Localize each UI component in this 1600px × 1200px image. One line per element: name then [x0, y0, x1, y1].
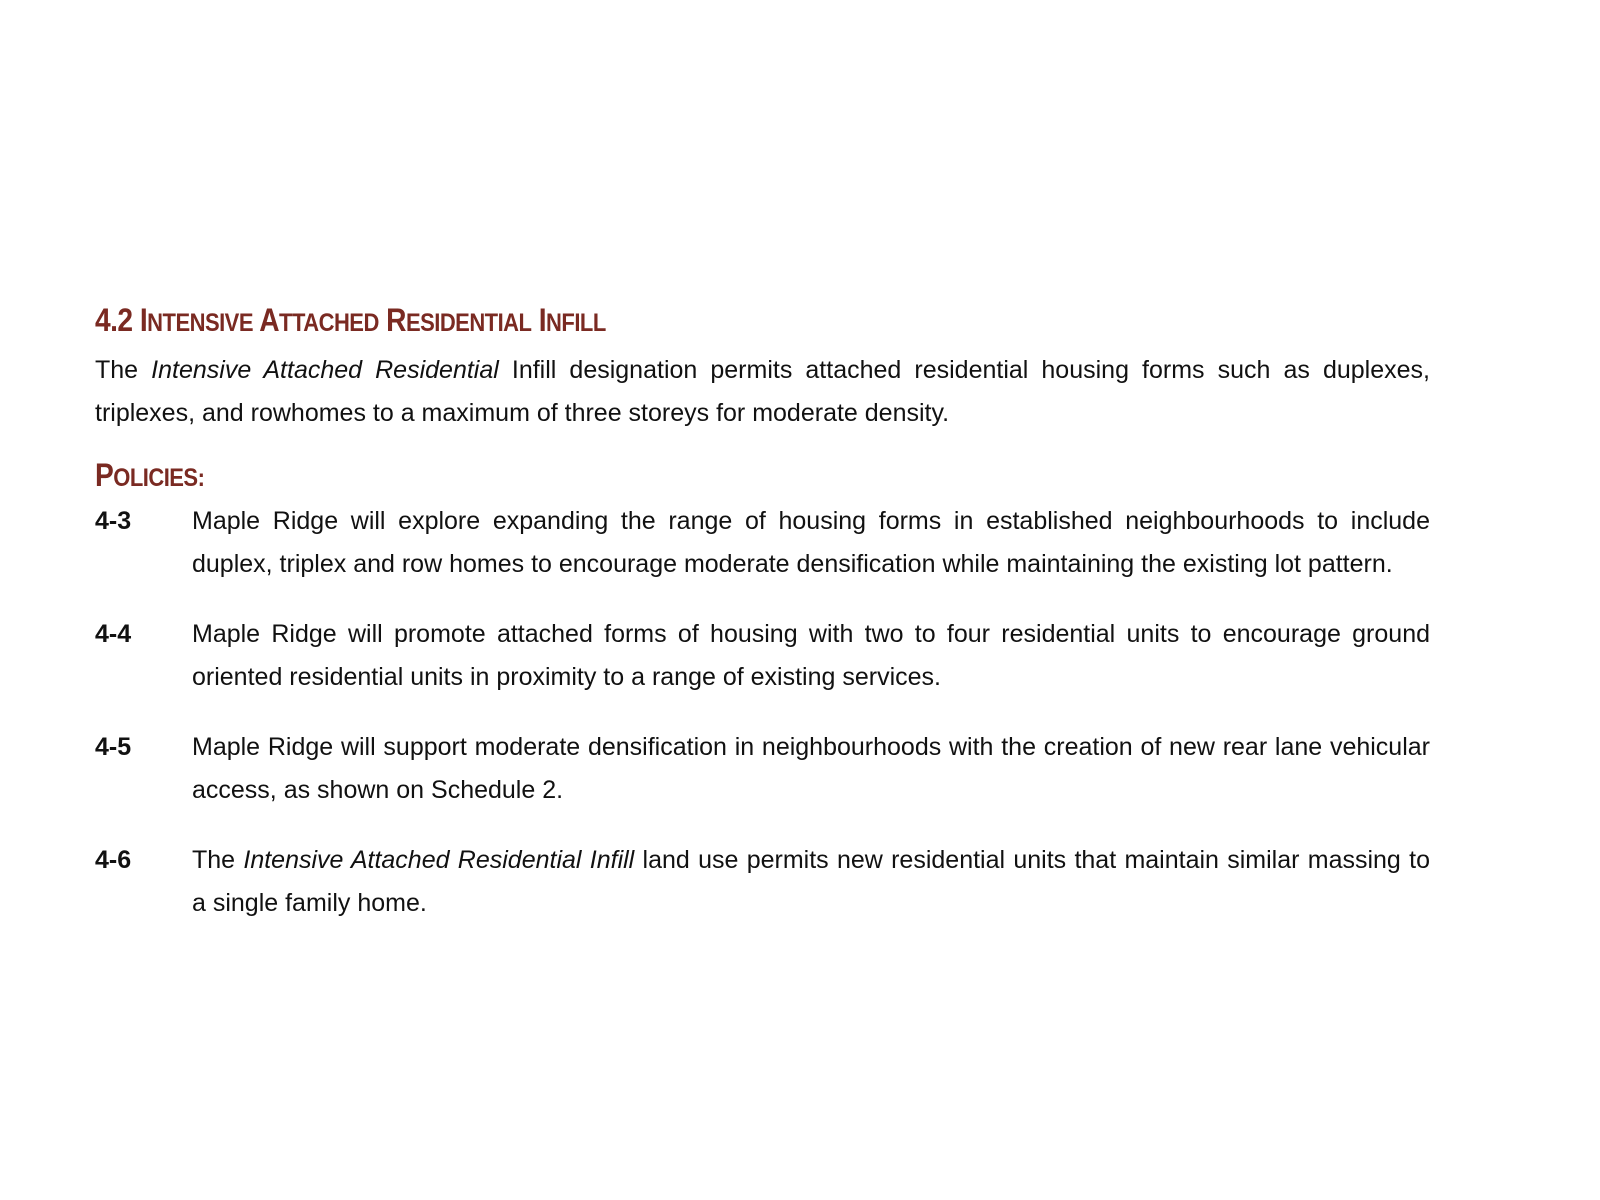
title-word-residential: RESIDENTIAL	[386, 302, 532, 338]
policy-number: 4-3	[95, 507, 132, 535]
section-intro: The Intensive Attached Residential Infill designation permits attached residential housing forms such as duplexes, triplexes, and rowhomes to a maximum of three storeys for moderate density.	[95, 356, 1430, 427]
policy-text: Maple Ridge will explore expanding the range of housing forms in established neighbourhoods to include duplex, triplex and row homes to encourage moderate densification while maintaining the existing lot pattern.	[192, 507, 1430, 578]
policy-4-3	[95, 500, 1430, 586]
policy-text: The Intensive Attached Residential Infill land use permits new residential units that maintain similar massing to a single family home.	[192, 846, 1430, 917]
policy-4-4	[95, 613, 1430, 699]
intro-italic-term: Intensive Attached Residential	[151, 356, 499, 384]
title-word-infill: INFILL	[538, 302, 606, 338]
policy-4-6	[95, 839, 1430, 925]
policy-4-5	[95, 726, 1430, 812]
policy-italic-term: Intensive Attached Residential Infill	[243, 846, 635, 874]
document-page	[95, 300, 1430, 925]
policy-number: 4-5	[95, 733, 132, 761]
policy-number: 4-6	[95, 846, 132, 874]
policy-text: Maple Ridge will support moderate densification in neighbourhoods with the creation of new rear lane vehicular access, as shown on Schedule 2.	[192, 733, 1430, 804]
policy-text: Maple Ridge will promote attached forms of housing with two to four residential units to encourage ground oriented residential units in proximity to a range of existing services.	[192, 620, 1430, 691]
section-number: 4.2	[95, 302, 133, 338]
policies-heading: POLICIES:	[95, 457, 205, 493]
title-word-attached: ATTACHED	[259, 302, 379, 338]
policy-number: 4-4	[95, 620, 132, 648]
title-word-intensive: INTENSIVE	[139, 302, 253, 338]
section-title	[95, 300, 1270, 343]
